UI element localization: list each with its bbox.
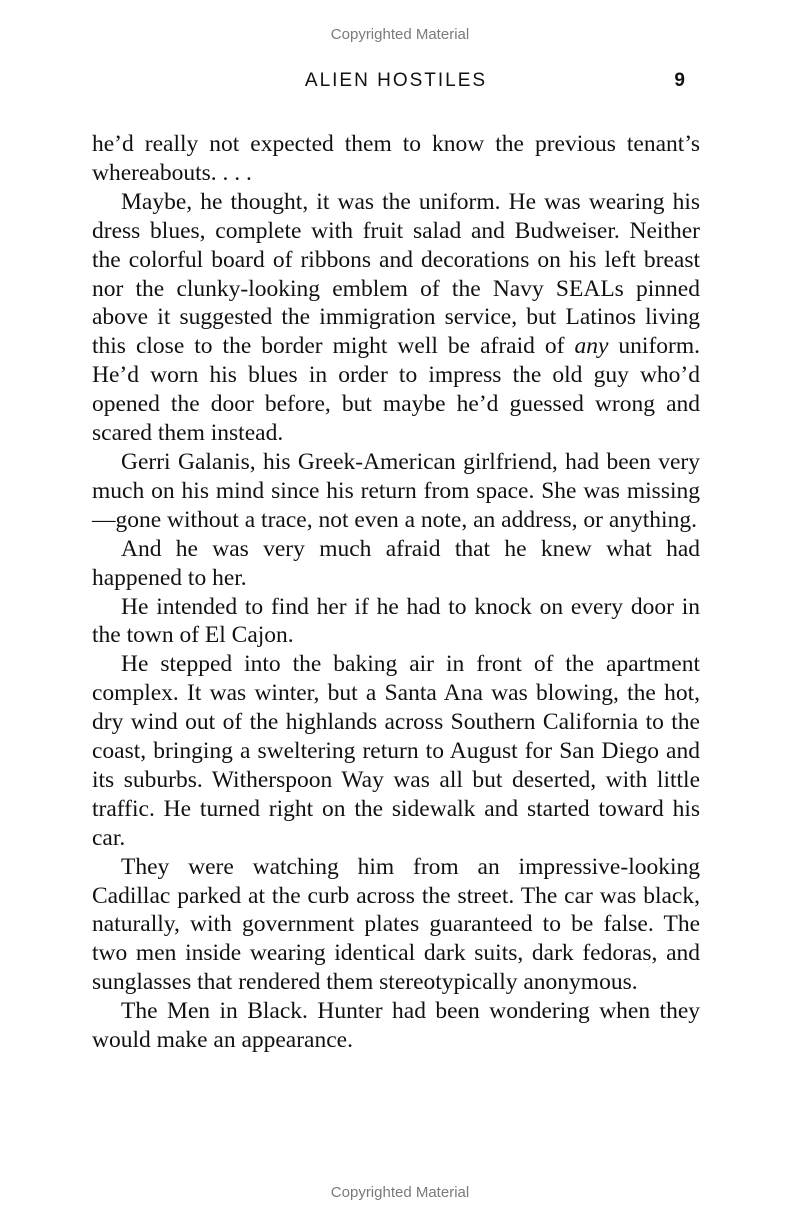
copyright-watermark-top: Copyrighted Material (330, 26, 470, 43)
emphasized-word: any (574, 333, 609, 360)
running-head (92, 70, 700, 96)
paragraph: And he was very much afraid that he knew what had happened to her. (92, 535, 700, 591)
paragraph (92, 188, 700, 448)
body-text (92, 130, 700, 1055)
paragraph: He stepped into the baking air in front of the apartment complex. It was winter, but a Santa Ana was blowing, the hot, dry wind out of the highlands across Southern California to the coast, bringing a sweltering return to August for San Diego and its suburbs. Witherspoon Way was all but deserted, with little traffic. He turned right on the sidewalk and started toward his car. (92, 651, 700, 851)
paragraph: They were watching him from an impressive-looking Cadillac parked at the curb across the street. The car was black, naturally, with government plates guaranteed to be false. The two men inside wearing identical dark suits, dark fedoras, and sunglasses that rendered them stereotypically anonymous. (92, 853, 700, 996)
copyright-watermark-bottom: Copyrighted Material (330, 1184, 470, 1201)
book-title: ALIEN HOSTILES (304, 70, 488, 91)
paragraph: The Men in Black. Hunter had been wondering when they would make an appearance. (92, 998, 700, 1054)
paragraph: He intended to find her if he had to knock on every door in the town of El Cajon. (92, 593, 700, 649)
paragraph: Gerri Galanis, his Greek-American girlfriend, had been very much on his mind since his return from space. She was missing—gone without a trace, not even a note, an address, or anything. (92, 448, 700, 533)
paragraph: he’d really not expected them to know the previous tenant’s whereabouts. . . . (92, 131, 700, 186)
paragraph-text: Maybe, he thought, it was the uniform. He was wearing his dress blues, complete with fruit salad and Budweiser. Neither the colorful board of ribbons and decorations on his left breast nor the clunky-looking emblem of the Navy SEALs pinned above it suggested the immigration service, but Latinos living this close to the border might well be afraid of (92, 188, 700, 360)
paragraph-text: uniform. He’d worn his blues in order to impress the old guy who’d opened the door before, but maybe he’d guessed wrong and scared them instead. (92, 333, 700, 447)
page-number: 9 (674, 70, 685, 91)
